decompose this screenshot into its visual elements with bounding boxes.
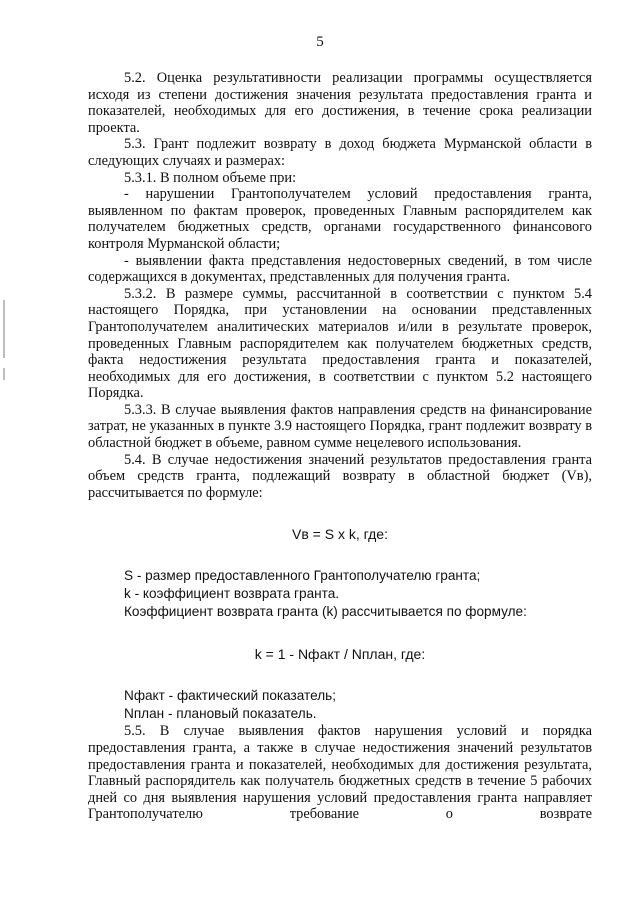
definition-s: S - размер предоставленного Грантополучателю гранта; bbox=[124, 568, 481, 584]
paragraph-5-4: 5.4. В случае недостижения значений результатов предоставления гранта объем средств гранта, подлежащий возврату в областной бюджет (Vв), рассчитывается по формуле: bbox=[88, 451, 592, 501]
document-body bbox=[88, 70, 592, 823]
formula-coefficient: k = 1 - Nфакт / Nплан, где: bbox=[254, 646, 426, 663]
list-item-false-info: - выявлении факта представления недостоверных сведений, в том числе содержащихся в документах, представленных для получения гранта. bbox=[88, 252, 592, 286]
paragraph-5-3: 5.3. Грант подлежит возврату в доход бюджета Мурманской области в следующих случаях и размерах: bbox=[88, 136, 592, 169]
definition-k-calculation: Коэффициент возврата гранта (k) рассчитывается по формуле: bbox=[124, 604, 527, 620]
list-item-violation: - нарушении Грантополучателем условий предоставления гранта, выявленном по фактам проверок, проведенных Главным распорядителем как получателем бюджетных средств, органами государственного финансового контроля Мурманской области; bbox=[88, 186, 592, 252]
paragraph-5-3-3: 5.3.3. В случае выявления фактов направления средств на финансирование затрат, не указанных в пункте 3.9 настоящего Порядка, грант подлежит возврату в областной бюджет в объеме, равном сумме нецелевого использования. bbox=[88, 401, 592, 452]
paragraph-5-3-1: 5.3.1. В полном объеме при: bbox=[124, 169, 297, 186]
scan-edge-mark bbox=[3, 368, 5, 380]
page-number: 5 bbox=[316, 34, 324, 50]
definition-nplan: Nплан - плановый показатель. bbox=[124, 706, 317, 722]
paragraph-5-2: 5.2. Оценка результативности реализации программы осуществляется исходя из степени достижения значения результата предоставления гранта и показателей, необходимых для его достижения, в течение срока реализации проекта. bbox=[88, 70, 592, 136]
paragraph-5-3-2: 5.3.2. В размере суммы, рассчитанной в соответствии с пунктом 5.4 настоящего Порядка, при установлении на основании представленных Грантополучателем аналитических материалов и/или в результате проверок, проведенных Главным распорядителем как получателем бюджетных средств, факта недостижения результата предоставления гранта и показателей, необходимых для его достижения, в соответствии с пунктом 5.2 настоящего Порядка. bbox=[88, 285, 592, 402]
definition-nfact: Nфакт - фактический показатель; bbox=[124, 688, 337, 704]
paragraph-5-5: 5.5. В случае выявления фактов нарушения условий и порядка предоставления гранта, а также в случае недостижения значений результатов предоставления гранта и показателей, необходимых для достижения результата, Главный распорядитель как получатель бюджетных средств в течение 5 рабочих дней со дня выявления нарушения условий предоставления гранта направляет Грантополучателю требование о возврате bbox=[88, 723, 592, 823]
scan-edge-mark bbox=[3, 300, 5, 358]
definition-k: k - коэффициент возврата гранта. bbox=[124, 586, 340, 602]
formula-return-amount: Vв = S x k, где: bbox=[292, 526, 388, 543]
